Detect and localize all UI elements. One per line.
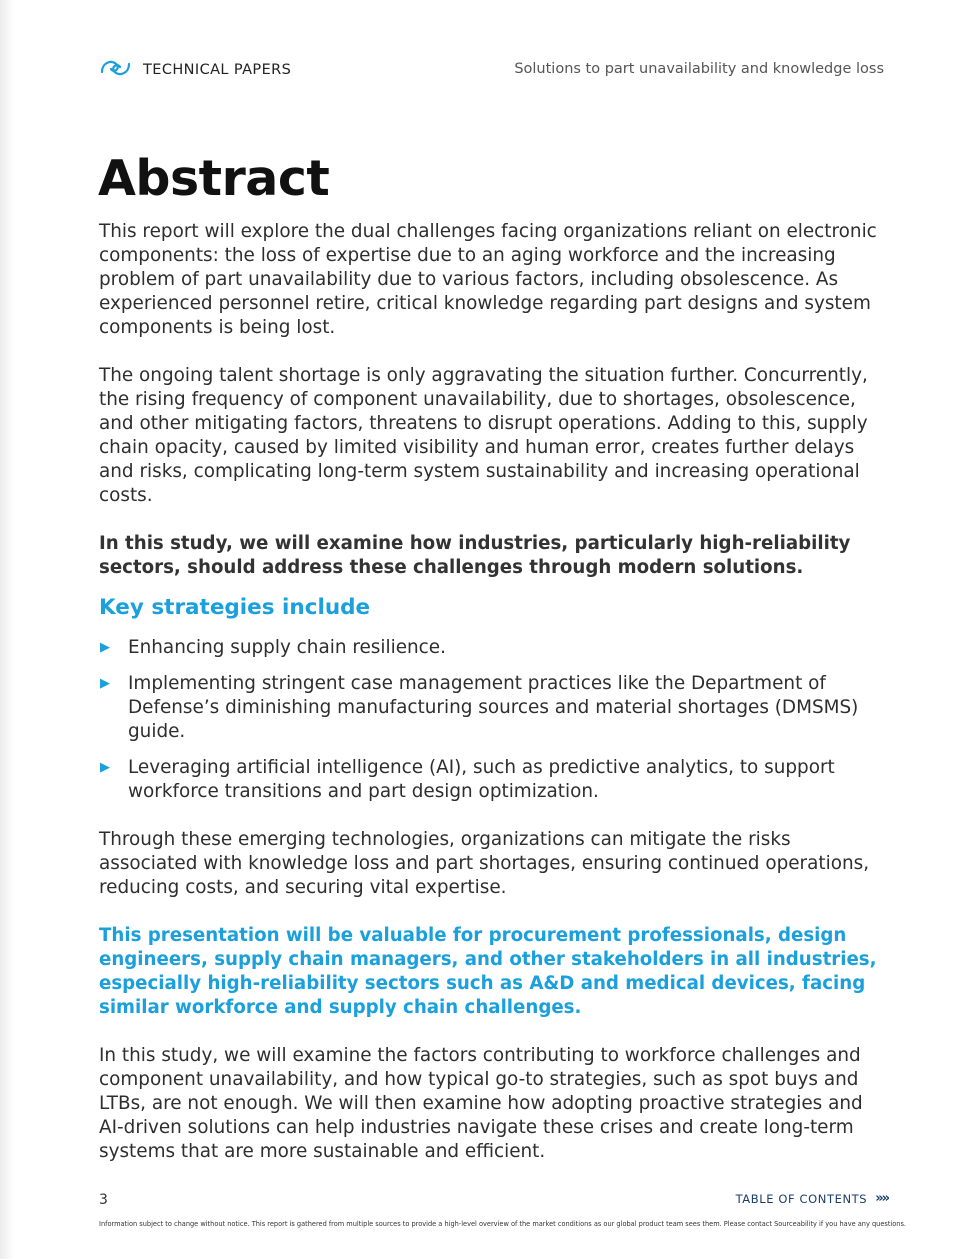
paragraph-study-focus: In this study, we will examine how industries, particularly high-reliability sectors, should address these challenges through modern solutions. [99, 533, 851, 578]
paragraph-intro: This report will explore the dual challenges facing organizations reliant on electronic components: the loss of expertise due to an aging workforce and the increasing problem of part unavailability due to various factors, including obsolescence. As experienced personnel retire, critical knowledge regarding part designs and system components is being lost. [99, 221, 877, 338]
strategies-heading: Key strategies include [99, 595, 371, 620]
paragraph-talent-shortage: The ongoing talent shortage is only aggravating the situation further. Concurrently, the rising frequency of component unavailability, due to shortages, obsolescence, and other mitigating factors, threatens to disrupt operations. Adding to this, supply chain opacity, caused by limited visibility and human error, creates further delays and risks, complicating long-term system sustainability and increasing operational costs. [99, 365, 868, 506]
paragraph-audience: This presentation will be valuable for procurement professionals, design engineers, supply chain managers, and other stakeholders in all industries, especially high-reliability sectors such as A&D and medical devices, facing similar workforce and supply chain challenges. [99, 925, 877, 1018]
triangle-bullet-icon: ▶ [100, 676, 110, 691]
brand [99, 56, 291, 84]
brand-name: TECHNICAL PAPERS [143, 62, 292, 78]
paragraph-study-outline: In this study, we will examine the factors contributing to workforce challenges and component unavailability, and how typical go-to strategies, such as spot buys and LTBs, are not enough. We will then examine how adopting proactive strategies and AI-driven solutions can help industries navigate these crises and create long-term systems that are more sustainable and efficient. [99, 1045, 863, 1162]
footer-disclaimer: Information subject to change without notice. This report is gathered from multiple sources to provide a high-level overview of the market conditions as our global product team sees them. Please contact Sourceability if you have any questions. [99, 1220, 906, 1228]
paragraph-technologies: Through these emerging technologies, organizations can mitigate the risks associated with knowledge loss and part shortages, ensuring continued operations, reducing costs, and securing vital expertise. [99, 829, 870, 898]
list-item [99, 672, 889, 744]
page-edge-shadow [0, 0, 14, 1259]
list-item [99, 636, 889, 660]
page-header [99, 56, 884, 84]
double-chevron-right-icon: »» [875, 1191, 888, 1206]
page-title: Abstract [98, 150, 330, 207]
triangle-bullet-icon: ▶ [100, 640, 110, 655]
list-item-text: Implementing stringent case management practices like the Department of Defense’s diminishing manufacturing sources and material shortages (DMSMS) guide. [128, 673, 859, 742]
list-item-text: Leveraging artificial intelligence (AI), such as predictive analytics, to support workforce transitions and part design optimization. [128, 757, 835, 802]
list-item [99, 756, 889, 804]
running-title: Solutions to part unavailability and knowledge loss [514, 61, 884, 77]
abstract-body [99, 220, 889, 1188]
strategies-list [99, 636, 889, 804]
table-of-contents-link[interactable] [736, 1191, 888, 1206]
triangle-bullet-icon: ▶ [100, 760, 110, 775]
page-number: 3 [99, 1192, 108, 1208]
list-item-text: Enhancing supply chain resilience. [128, 637, 446, 658]
brand-logo-icon [99, 56, 132, 84]
toc-label: TABLE OF CONTENTS [735, 1191, 868, 1206]
